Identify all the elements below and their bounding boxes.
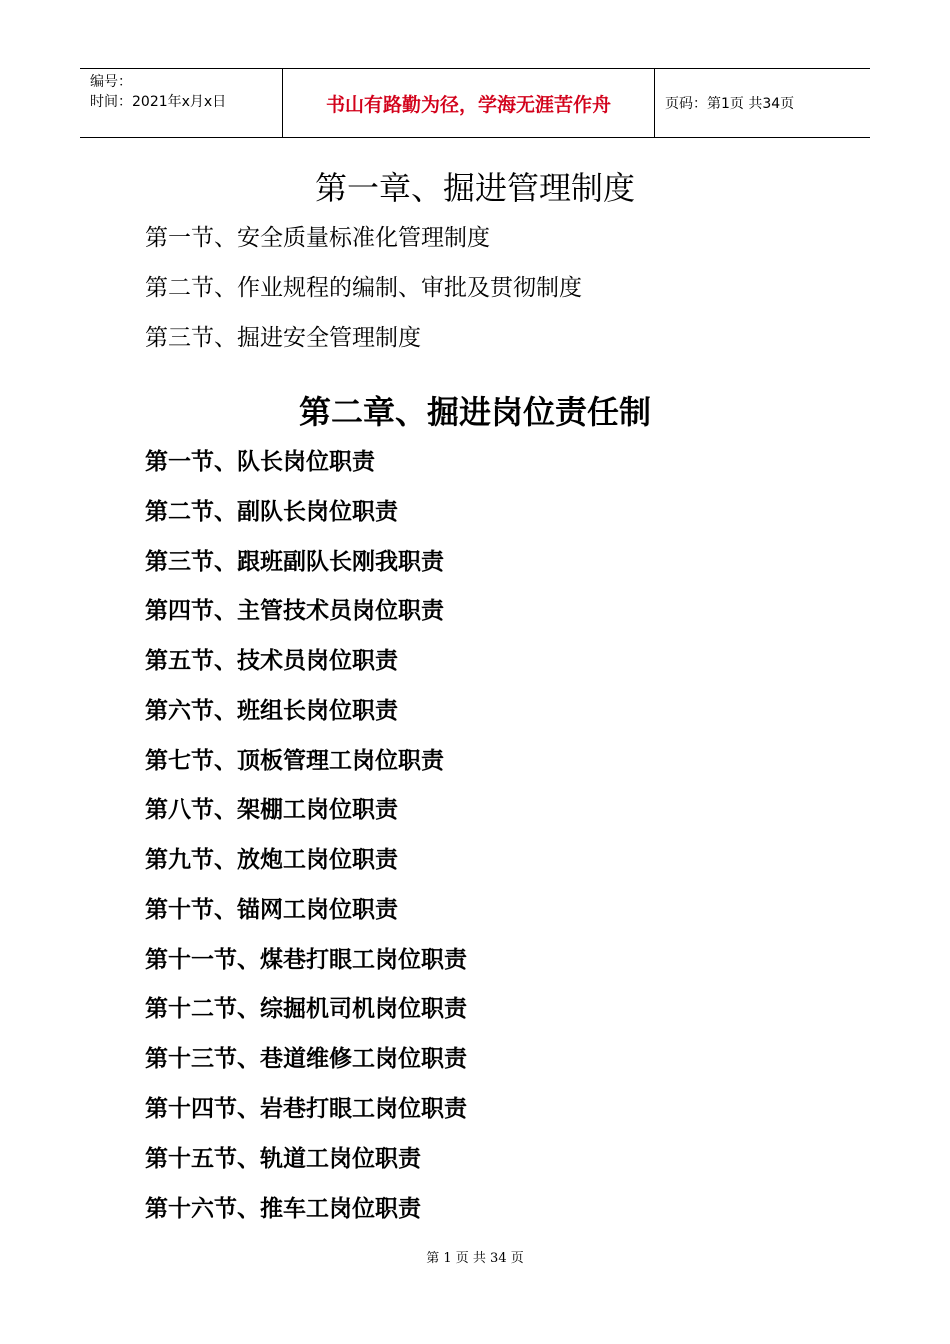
section-item: 第八节、架棚工岗位职责 <box>145 797 398 823</box>
section-item: 第四节、主管技术员岗位职责 <box>145 598 444 624</box>
page-info: 页码：第1页 共34页 <box>665 96 795 112</box>
time-label: 时间：2021年x月x日 <box>90 94 227 110</box>
section-item: 第十六节、推车工岗位职责 <box>145 1196 421 1222</box>
section-item: 第一节、队长岗位职责 <box>145 449 375 475</box>
page-footer: 第 1 页 共 34 页 <box>426 1251 524 1266</box>
section-item: 第九节、放炮工岗位职责 <box>145 847 398 873</box>
section-item: 第七节、顶板管理工岗位职责 <box>145 748 444 774</box>
section-item: 第十二节、综掘机司机岗位职责 <box>145 996 467 1022</box>
section-item: 第十五节、轨道工岗位职责 <box>145 1146 421 1172</box>
section-item: 第三节、掘进安全管理制度 <box>145 325 421 351</box>
document-header <box>80 68 870 138</box>
section-item: 第十四节、岩巷打眼工岗位职责 <box>145 1096 467 1122</box>
section-item: 第三节、跟班副队长刚我职责 <box>145 549 444 575</box>
header-meta-cell <box>80 69 282 137</box>
section-item: 第二节、作业规程的编制、审批及贯彻制度 <box>145 275 582 301</box>
chapter-2-title: 第二章、掘进岗位责任制 <box>298 393 651 431</box>
section-item: 第十一节、煤巷打眼工岗位职责 <box>145 947 467 973</box>
motto: 书山有路勤为径，学海无涯苦作舟 <box>282 69 655 137</box>
section-item: 第二节、副队长岗位职责 <box>145 499 398 525</box>
chapter-1-title: 第一章、掘进管理制度 <box>314 169 635 207</box>
number-label: 编号： <box>90 74 132 90</box>
section-item: 第一节、安全质量标准化管理制度 <box>145 225 490 251</box>
section-item: 第五节、技术员岗位职责 <box>145 648 398 674</box>
section-item: 第六节、班组长岗位职责 <box>145 698 398 724</box>
section-item: 第十三节、巷道维修工岗位职责 <box>145 1046 467 1072</box>
section-item: 第十节、锚网工岗位职责 <box>145 897 398 923</box>
